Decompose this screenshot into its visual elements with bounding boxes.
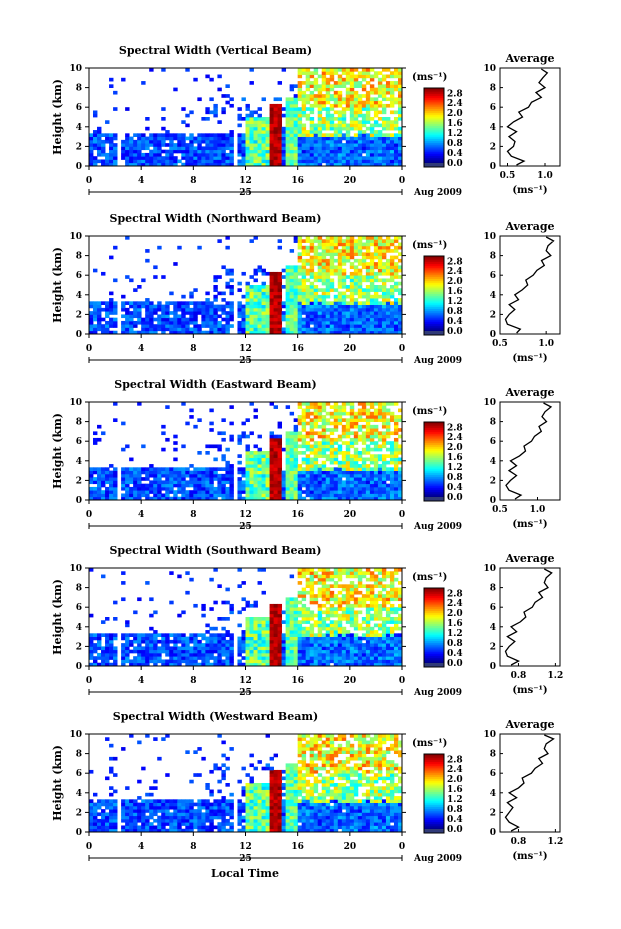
date-label: Aug 2009 bbox=[414, 188, 463, 198]
x-tick-label: 12 bbox=[239, 510, 252, 520]
colorbar-tick-label: 2.0 bbox=[447, 443, 463, 454]
average-y-tick-label: 10 bbox=[483, 564, 496, 574]
x-tick-label: 8 bbox=[190, 176, 197, 186]
x-tick-label: 16 bbox=[291, 510, 304, 520]
date-label: Aug 2009 bbox=[414, 356, 463, 366]
x-tick-label: 12 bbox=[239, 176, 252, 186]
colorbar-tick-label: 1.6 bbox=[447, 287, 463, 298]
heatmap-field bbox=[89, 68, 402, 166]
colorbar-tick-label: 0.0 bbox=[447, 659, 463, 669]
average-y-tick-label: 2 bbox=[489, 476, 496, 487]
x-tick-label: 4 bbox=[138, 176, 145, 186]
average-panel bbox=[483, 52, 560, 196]
x-tick-label: 0 bbox=[398, 676, 406, 686]
heatmap-field bbox=[89, 402, 402, 500]
x-tick-label: 0 bbox=[85, 344, 93, 354]
average-y-tick-label: 0 bbox=[489, 330, 496, 340]
colorbar-tick-label: 2.0 bbox=[447, 775, 463, 786]
colorbar-tick-label: 2.0 bbox=[447, 109, 463, 120]
average-frame bbox=[500, 402, 560, 500]
average-title: Average bbox=[505, 386, 555, 399]
colorbar-tick-label: 1.6 bbox=[447, 785, 463, 796]
average-x-tick-label: 0.5 bbox=[492, 339, 508, 349]
date-label: Aug 2009 bbox=[414, 854, 463, 864]
y-tick-label: 0 bbox=[75, 828, 82, 838]
average-x-label: (ms⁻¹) bbox=[512, 353, 548, 364]
day-label: 25 bbox=[239, 188, 252, 198]
y-tick-label: 0 bbox=[75, 162, 82, 172]
heatmap-field bbox=[89, 568, 402, 666]
colorbar-tick-label: 0.4 bbox=[447, 317, 463, 328]
average-frame bbox=[500, 68, 560, 166]
y-axis-label: Height (km) bbox=[51, 413, 64, 489]
colorbar-tick-label: 2.4 bbox=[447, 267, 463, 278]
y-tick-label: 4 bbox=[75, 290, 82, 301]
average-title: Average bbox=[505, 220, 555, 233]
y-tick-label: 2 bbox=[75, 142, 82, 153]
x-tick-label: 12 bbox=[239, 676, 252, 686]
panel-0 bbox=[51, 44, 560, 198]
average-x-tick-label: 1.0 bbox=[537, 171, 553, 181]
average-y-tick-label: 6 bbox=[489, 271, 496, 282]
colorbar-tick-label: 0.4 bbox=[447, 149, 463, 160]
colorbar-tick-label: 0.4 bbox=[447, 483, 463, 494]
y-tick-label: 10 bbox=[69, 564, 82, 574]
average-x-tick-label: 0.5 bbox=[499, 171, 516, 181]
colorbar-tick-label: 2.8 bbox=[447, 589, 463, 600]
y-tick-label: 8 bbox=[75, 251, 82, 262]
average-y-tick-label: 6 bbox=[489, 437, 496, 448]
colorbar-tick-label: 2.0 bbox=[447, 277, 463, 288]
x-tick-label: 8 bbox=[190, 676, 197, 686]
average-x-label: (ms⁻¹) bbox=[512, 185, 548, 196]
panel-1 bbox=[51, 212, 560, 366]
average-y-tick-label: 4 bbox=[489, 122, 496, 133]
x-tick-label: 4 bbox=[138, 344, 145, 354]
colorbar bbox=[412, 72, 463, 169]
day-label: 25 bbox=[239, 854, 252, 864]
y-tick-label: 6 bbox=[75, 603, 82, 614]
y-tick-label: 0 bbox=[75, 496, 82, 506]
colorbar-tick-label: 1.2 bbox=[447, 297, 463, 308]
y-tick-label: 10 bbox=[69, 730, 82, 740]
panel-title: Spectral Width (Westward Beam) bbox=[112, 710, 319, 723]
y-axis-label: Height (km) bbox=[51, 745, 64, 821]
day-label: 25 bbox=[239, 522, 252, 532]
average-y-tick-label: 2 bbox=[489, 142, 496, 153]
colorbar-underflow bbox=[424, 829, 444, 833]
colorbar-tick-label: 2.0 bbox=[447, 609, 463, 620]
x-tick-label: 0 bbox=[398, 510, 406, 520]
colorbar-tick-label: 1.2 bbox=[447, 463, 463, 474]
x-tick-label: 4 bbox=[138, 676, 145, 686]
y-tick-label: 8 bbox=[75, 583, 82, 594]
colorbar-tick-label: 1.6 bbox=[447, 453, 463, 464]
average-y-tick-label: 8 bbox=[489, 417, 496, 428]
heatmap-field bbox=[89, 236, 402, 334]
y-tick-label: 2 bbox=[75, 310, 82, 321]
average-y-tick-label: 10 bbox=[483, 730, 496, 740]
colorbar-tick-label: 2.8 bbox=[447, 89, 463, 100]
average-title: Average bbox=[505, 552, 555, 565]
colorbar-tick-label: 2.4 bbox=[447, 99, 463, 110]
y-tick-label: 4 bbox=[75, 122, 82, 133]
colorbar-unit: (ms⁻¹) bbox=[412, 406, 448, 417]
x-tick-label: 20 bbox=[343, 176, 357, 186]
x-tick-label: 16 bbox=[291, 176, 304, 186]
y-tick-label: 10 bbox=[69, 232, 82, 242]
average-y-tick-label: 2 bbox=[489, 642, 496, 653]
average-y-tick-label: 6 bbox=[489, 103, 496, 114]
date-label: Aug 2009 bbox=[414, 688, 463, 698]
colorbar-underflow bbox=[424, 163, 444, 167]
x-tick-label: 20 bbox=[343, 344, 357, 354]
panel-title: Spectral Width (Northward Beam) bbox=[109, 212, 322, 225]
x-tick-label: 20 bbox=[343, 676, 357, 686]
y-axis-label: Height (km) bbox=[51, 79, 64, 155]
colorbar-tick-label: 2.4 bbox=[447, 599, 463, 610]
x-tick-label: 0 bbox=[398, 842, 406, 852]
footer-xlabel: Local Time bbox=[211, 867, 279, 880]
average-y-tick-label: 8 bbox=[489, 251, 496, 262]
x-tick-label: 0 bbox=[398, 176, 406, 186]
x-tick-label: 0 bbox=[85, 510, 93, 520]
y-tick-label: 8 bbox=[75, 749, 82, 760]
panel-title: Spectral Width (Eastward Beam) bbox=[114, 378, 317, 391]
average-x-label: (ms⁻¹) bbox=[512, 519, 548, 530]
y-tick-label: 2 bbox=[75, 808, 82, 819]
colorbar-unit: (ms⁻¹) bbox=[412, 72, 448, 83]
average-x-tick-label: 1.2 bbox=[547, 671, 564, 681]
y-tick-label: 4 bbox=[75, 622, 82, 633]
average-y-tick-label: 8 bbox=[489, 83, 496, 94]
y-tick-label: 0 bbox=[75, 330, 82, 340]
y-tick-label: 0 bbox=[75, 662, 82, 672]
colorbar bbox=[412, 738, 463, 835]
y-tick-label: 4 bbox=[75, 788, 82, 799]
average-title: Average bbox=[505, 52, 555, 65]
colorbar-unit: (ms⁻¹) bbox=[412, 738, 448, 749]
x-tick-label: 0 bbox=[85, 176, 93, 186]
x-tick-label: 0 bbox=[398, 344, 406, 354]
x-tick-label: 16 bbox=[291, 344, 304, 354]
y-axis-label: Height (km) bbox=[51, 579, 64, 655]
colorbar bbox=[412, 572, 463, 669]
colorbar-tick-label: 1.6 bbox=[447, 619, 463, 630]
x-tick-label: 20 bbox=[343, 510, 357, 520]
x-tick-label: 20 bbox=[343, 842, 357, 852]
average-y-tick-label: 6 bbox=[489, 769, 496, 780]
average-x-tick-label: 0.8 bbox=[510, 671, 527, 681]
panel-title: Spectral Width (Southward Beam) bbox=[109, 544, 322, 557]
colorbar-tick-label: 0.0 bbox=[447, 493, 463, 503]
average-panel bbox=[483, 552, 563, 696]
y-tick-label: 8 bbox=[75, 83, 82, 94]
average-profile-line bbox=[506, 569, 552, 665]
average-y-tick-label: 10 bbox=[483, 398, 496, 408]
average-frame bbox=[500, 734, 560, 832]
colorbar-tick-label: 0.4 bbox=[447, 815, 463, 826]
x-tick-label: 12 bbox=[239, 344, 252, 354]
y-tick-label: 6 bbox=[75, 103, 82, 114]
average-y-tick-label: 10 bbox=[483, 64, 496, 74]
date-label: Aug 2009 bbox=[414, 522, 463, 532]
average-panel bbox=[483, 718, 563, 862]
average-profile-line bbox=[506, 735, 554, 831]
y-axis-label: Height (km) bbox=[51, 247, 64, 323]
colorbar-tick-label: 1.2 bbox=[447, 629, 463, 640]
average-x-tick-label: 1.2 bbox=[547, 837, 564, 847]
colorbar-tick-label: 2.8 bbox=[447, 423, 463, 434]
x-tick-label: 8 bbox=[190, 344, 197, 354]
panel-3 bbox=[51, 544, 563, 698]
average-title: Average bbox=[505, 718, 555, 731]
average-y-tick-label: 4 bbox=[489, 290, 496, 301]
y-tick-label: 4 bbox=[75, 456, 82, 467]
y-tick-label: 6 bbox=[75, 271, 82, 282]
y-tick-label: 8 bbox=[75, 417, 82, 428]
y-tick-label: 2 bbox=[75, 642, 82, 653]
average-profile-line bbox=[506, 237, 554, 333]
average-panel bbox=[483, 386, 560, 530]
panel-4 bbox=[51, 710, 563, 864]
x-tick-label: 4 bbox=[138, 510, 145, 520]
average-y-tick-label: 2 bbox=[489, 310, 496, 321]
x-tick-label: 0 bbox=[85, 676, 93, 686]
average-x-label: (ms⁻¹) bbox=[512, 851, 548, 862]
average-profile-line bbox=[506, 403, 551, 499]
y-tick-label: 6 bbox=[75, 769, 82, 780]
average-y-tick-label: 2 bbox=[489, 808, 496, 819]
colorbar-tick-label: 0.8 bbox=[447, 307, 463, 318]
average-y-tick-label: 10 bbox=[483, 232, 496, 242]
x-tick-label: 0 bbox=[85, 842, 93, 852]
colorbar-tick-label: 1.2 bbox=[447, 129, 463, 140]
average-y-tick-label: 8 bbox=[489, 749, 496, 760]
colorbar-tick-label: 1.6 bbox=[447, 119, 463, 130]
colorbar-tick-label: 1.2 bbox=[447, 795, 463, 806]
colorbar-unit: (ms⁻¹) bbox=[412, 240, 448, 251]
average-frame bbox=[500, 236, 560, 334]
y-tick-label: 6 bbox=[75, 437, 82, 448]
average-y-tick-label: 8 bbox=[489, 583, 496, 594]
colorbar-underflow bbox=[424, 331, 444, 335]
day-label: 25 bbox=[239, 688, 252, 698]
average-profile-line bbox=[508, 69, 548, 165]
average-x-label: (ms⁻¹) bbox=[512, 685, 548, 696]
colorbar-tick-label: 0.4 bbox=[447, 649, 463, 660]
x-tick-label: 16 bbox=[291, 676, 304, 686]
day-label: 25 bbox=[239, 356, 252, 366]
average-y-tick-label: 0 bbox=[489, 162, 496, 172]
x-tick-label: 8 bbox=[190, 842, 197, 852]
average-panel bbox=[483, 220, 560, 364]
panel-2 bbox=[51, 378, 560, 532]
average-y-tick-label: 6 bbox=[489, 603, 496, 614]
panel-title: Spectral Width (Vertical Beam) bbox=[118, 44, 313, 57]
colorbar-tick-label: 0.0 bbox=[447, 327, 463, 337]
average-y-tick-label: 4 bbox=[489, 788, 496, 799]
colorbar-underflow bbox=[424, 663, 444, 667]
colorbar bbox=[412, 240, 463, 337]
average-x-tick-label: 0.5 bbox=[492, 505, 508, 515]
x-tick-label: 12 bbox=[239, 842, 252, 852]
colorbar-unit: (ms⁻¹) bbox=[412, 572, 448, 583]
colorbar-tick-label: 0.8 bbox=[447, 805, 463, 816]
average-y-tick-label: 4 bbox=[489, 456, 496, 467]
x-tick-label: 8 bbox=[190, 510, 197, 520]
colorbar-tick-label: 2.4 bbox=[447, 433, 463, 444]
colorbar-tick-label: 0.8 bbox=[447, 473, 463, 484]
colorbar-tick-label: 2.4 bbox=[447, 765, 463, 776]
y-tick-label: 10 bbox=[69, 398, 82, 408]
y-tick-label: 2 bbox=[75, 476, 82, 487]
average-y-tick-label: 4 bbox=[489, 622, 496, 633]
colorbar-tick-label: 0.8 bbox=[447, 639, 463, 650]
colorbar-tick-label: 2.8 bbox=[447, 755, 463, 766]
heatmap-field bbox=[89, 734, 402, 832]
average-y-tick-label: 0 bbox=[489, 828, 496, 838]
average-frame bbox=[500, 568, 560, 666]
colorbar-tick-label: 0.0 bbox=[447, 825, 463, 835]
average-x-tick-label: 1.0 bbox=[538, 339, 554, 349]
colorbar-tick-label: 0.8 bbox=[447, 139, 463, 150]
average-y-tick-label: 0 bbox=[489, 662, 496, 672]
y-tick-label: 10 bbox=[69, 64, 82, 74]
x-tick-label: 4 bbox=[138, 842, 145, 852]
colorbar-tick-label: 0.0 bbox=[447, 159, 463, 169]
colorbar bbox=[412, 406, 463, 503]
colorbar-tick-label: 2.8 bbox=[447, 257, 463, 268]
average-x-tick-label: 1.0 bbox=[529, 505, 546, 515]
x-tick-label: 16 bbox=[291, 842, 304, 852]
average-x-tick-label: 0.8 bbox=[510, 837, 527, 847]
average-y-tick-label: 0 bbox=[489, 496, 496, 506]
colorbar-underflow bbox=[424, 497, 444, 501]
